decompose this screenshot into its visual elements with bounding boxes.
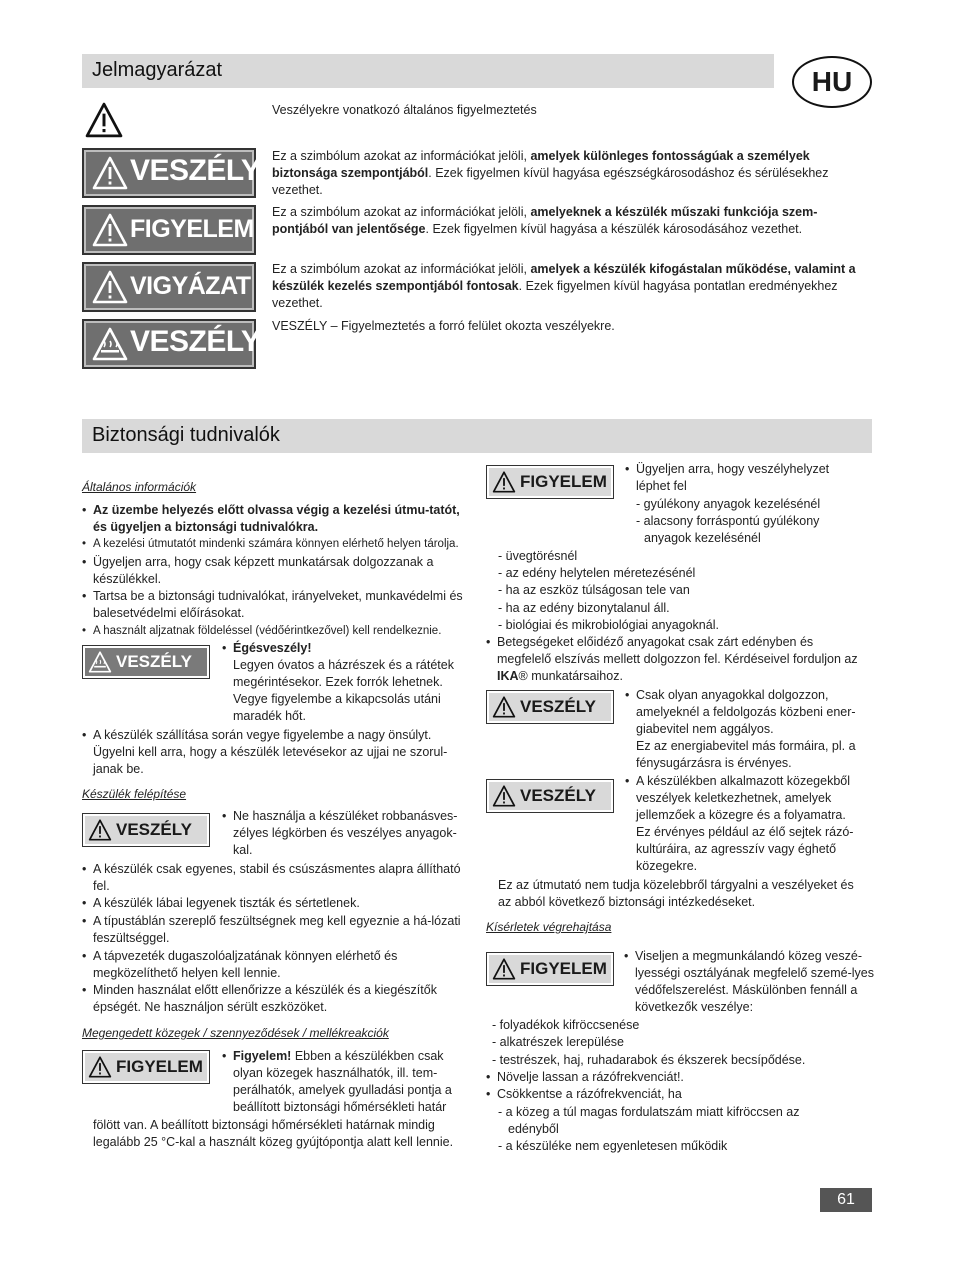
warning-icon [492, 471, 516, 493]
danger-sign [82, 813, 210, 847]
safety-header [82, 419, 872, 453]
language-badge: HU [792, 56, 872, 108]
hot-surface-icon [92, 327, 128, 361]
warning-sign [82, 1050, 210, 1084]
list-item: • A kezelési útmutatót mindenki számára könnyen elérhető helyen tárolja. [82, 538, 459, 550]
media-continuation: fölött van. A beállított biztonsági hőmérsékleti határnak mindig legalább 25 °C-kal a használt közeg gyújtópontja alatt kell lennie. [93, 1118, 454, 1149]
warning-icon [492, 958, 516, 980]
warning-icon [88, 1056, 112, 1078]
danger-description: Ez a szimbólum azokat az információkat jelöli, amelyek különleges fontosságúak a személyek biztonsága szempontjából. Ezek figyelmen kívül hagyása egészségkárosodáshoz és sérülésekhez vezethet. [272, 149, 829, 197]
hot-surface-description: VESZÉLY – Figyelmeztetés a forró felület okozta veszélyekre. [272, 319, 615, 333]
list-item: • Csökkentse a rázófrekvenciát, ha [486, 1087, 682, 1101]
hot-surface-sign [82, 645, 210, 679]
list-item: - üvegtörésnél [498, 549, 578, 563]
sign-label: FIGYELEM [116, 1057, 203, 1076]
list-item: - folyadékok kifröccsenése [492, 1018, 640, 1032]
sign-label: FIGYELEM [520, 472, 607, 491]
danger-sign [82, 148, 261, 198]
warning-sign-label: FIGYELEM [130, 215, 254, 243]
list-item: • Tartsa be a biztonsági tudnivalókat, irányelveket, munkavédelmi és balesetvédelmi előírásokat. [82, 589, 463, 620]
list-item: • Égésveszély! Legyen óvatos a házrészek és a rátétek megérintésekor. Ezek forrók lehetnek. Vegye figyelembe a kikapcsolás utáni maradék hőt. [222, 641, 454, 723]
experiments-heading: Kísérletek végrehajtása [486, 920, 612, 934]
warning-icon [92, 213, 128, 247]
list-item: • A használt aljzatnak földeléssel (védőérintkezővel) kell rendelkeznie. [82, 625, 442, 637]
danger-sign [486, 779, 614, 813]
list-item: • A típustáblán szereplő feszültségnek meg kell egyeznie a há-lózati feszültséggel. [82, 914, 461, 945]
list-item: • Ügyeljen arra, hogy csak képzett munkatársak dolgozzanak a készülékkel. [82, 555, 434, 586]
list-item: • Viseljen a megmunkálandó közeg veszé-lyességi osztályának megfelelő szemé-lyes védőfelszerelést. Máskülönben fennáll a következők veszélye: [624, 949, 874, 1014]
list-item: • Figyelem! Ebben a készülékben csak olyan közegek használhatók, ill. tem-perálhatók, amelyek gyulladási pontja a beállított biztonsági hőmérsékleti határ [222, 1049, 452, 1114]
list-item: - ha az edény bizonytalanul áll. [498, 601, 670, 615]
list-item: • Csak olyan anyagokkal dolgozzon, amelyeknél a feldolgozás közbeni ener-giabevitel nem aggályos. Ez az energiabevitel más formáira, pl. a fénysugárzásra is érvényes. [625, 688, 856, 770]
list-item: edényből [508, 1122, 559, 1136]
list-item: - az edény helytelen méretezésénél [498, 566, 696, 580]
list-item: • A tápvezeték dugaszolóaljzatának könnyen elérhető és megközelíthető helyen kell lennie. [82, 949, 398, 980]
list-item: - gyúlékony anyagok kezelésénél [636, 497, 821, 511]
warning-icon [492, 696, 516, 718]
danger-sign [486, 690, 614, 724]
media-heading: Megengedett közegek / szennyeződések / mellékreakciók [82, 1026, 389, 1040]
general-info-heading: Általános információk [82, 480, 197, 494]
list-item: • Minden használat előtt ellenőrizze a készülék és a kiegészítők épségét. Ne használjon sérült eszközöket. [82, 983, 437, 1014]
sign-label: VESZÉLY [520, 697, 596, 716]
warning-description: Ez a szimbólum azokat az információkat jelöli, amelyeknek a készülék műszaki funkciója szem-pontjából van jelentősége. Ezek figyelmen kívül hagyása a készülék károsodásához vezethet. [272, 205, 818, 236]
list-item: - alkatrészek lerepülése [492, 1035, 625, 1049]
hot-surface-icon [88, 651, 112, 673]
sign-label: VESZÉLY [116, 652, 192, 671]
sign-label: VESZÉLY [116, 820, 192, 839]
list-item: - biológiai és mikrobiológiai anyagoknál. [498, 618, 719, 632]
list-item: • Az üzembe helyezés előtt olvassa végig a kezelési útmu-tatót, és ügyeljen a biztonsági tudnivalókra. [82, 503, 460, 534]
danger-sign-label: VESZÉLY [130, 154, 261, 187]
warning-sign [486, 465, 614, 499]
list-item: - ha az eszköz túlságosan tele van [498, 583, 690, 597]
safety-title: Biztonsági tudnivalók [92, 424, 280, 446]
caution-sign [82, 262, 256, 312]
warning-sign [486, 952, 614, 986]
list-item: • A készülékben alkalmazott közegekből veszélyek keletkezhetnek, amelyek jellemzőek a közegre és a folyamatra. Ez érvényes például az élő sejtek rázó-kultúráira, az agresszív vagy éghető közegekre. [625, 774, 854, 873]
note-text: Ez az útmutató nem tudja közelebbről tárgyalni a veszélyeket és az abból következő biztonsági intézkedéseket. [498, 878, 854, 909]
caution-description: Ez a szimbólum azokat az információkat jelöli, amelyek a készülék kifogástalan működése, valamint a készülék kezelés szempontjából fontosak. Ezek figyelmen kívül hagyása pontatlan eredményekhez vezethet. [272, 262, 856, 310]
warning-icon [492, 785, 516, 807]
warning-sign [82, 205, 256, 255]
list-item: • Betegségeket előidéző anyagokat csak zárt edényben és megfelelő elszívás mellett dolgozzon fel. Kérdéseivel forduljon az IKA® munkatársaihoz. [486, 635, 858, 683]
list-item: • A készülék lábai legyenek tiszták és sértetlenek. [82, 896, 360, 910]
list-item: - a készüléke nem egyenletesen működik [498, 1139, 728, 1153]
warning-icon [92, 156, 128, 190]
list-item: • Ügyeljen arra, hogy veszélyhelyzet léphet fel [625, 462, 830, 493]
legend-title: Jelmagyarázat [92, 59, 223, 81]
list-item: - testrészek, haj, ruhadarabok és ékszerek becsípődése. [492, 1053, 806, 1067]
legend-header [82, 54, 774, 88]
list-item: • Ne használja a készüléket robbanásves-zélyes légkörben és veszélyes anyagok-kal. [222, 809, 458, 857]
build-heading: Készülék felépítése [82, 787, 187, 801]
list-item: • A készülék szállítása során vegye figyelembe a nagy önsúlyt. Ügyelni kell arra, hogy a készülék letevésekor az ujjai ne szorul-janak be. [82, 728, 448, 776]
list-item: • Növelje lassan a rázófrekvenciát!. [486, 1070, 684, 1084]
list-item: • A készülék csak egyenes, stabil és csúszásmentes alapra állítható fel. [82, 862, 461, 893]
warning-icon [88, 819, 112, 841]
list-item: - a közeg a túl magas fordulatszám miatt kifröccsen az [498, 1105, 800, 1119]
list-item: - alacsony forráspontú gyúlékony [636, 514, 820, 528]
hot-surface-sign [82, 319, 261, 369]
page-number: 61 [820, 1188, 872, 1212]
list-item: anyagok kezelésénél [644, 531, 761, 545]
hot-surface-sign-label: VESZÉLY [130, 325, 261, 358]
caution-sign-label: VIGYÁZAT [130, 272, 251, 300]
sign-label: VESZÉLY [520, 786, 596, 805]
warning-icon [92, 270, 128, 304]
warning-icon [84, 102, 124, 138]
sign-label: FIGYELEM [520, 959, 607, 978]
general-warning-text: Veszélyekre vonatkozó általános figyelmeztetés [272, 103, 537, 117]
